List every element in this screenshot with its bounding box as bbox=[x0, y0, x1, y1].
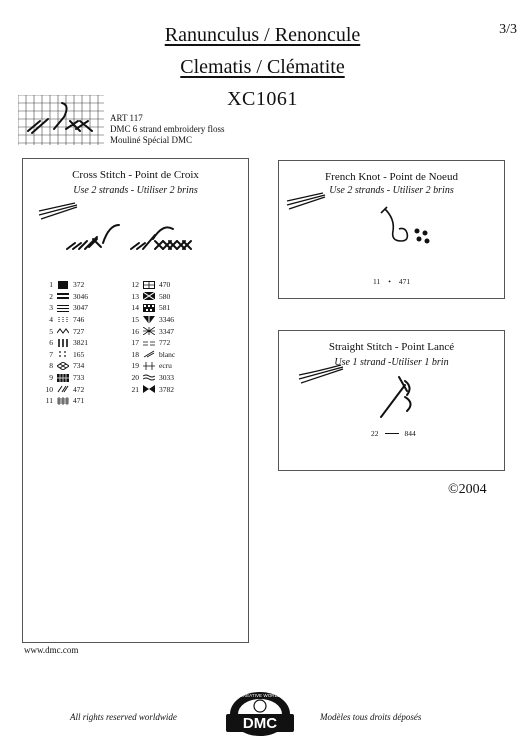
french-knot-number: 11 bbox=[373, 277, 381, 286]
legend-number: 4 bbox=[49, 315, 53, 325]
legend-item bbox=[39, 279, 125, 291]
legend-color-code: 733 bbox=[73, 373, 85, 383]
zigzag-symbol bbox=[57, 327, 69, 335]
french-knot-instruction: Use 2 strands - Utiliser 2 brins bbox=[329, 185, 454, 196]
french-knot-color: 471 bbox=[398, 277, 411, 286]
logo-ring-text: CREATIVE WORLD bbox=[239, 693, 281, 698]
legend-item bbox=[125, 314, 211, 326]
diamond-symbol bbox=[57, 362, 69, 370]
slash-symbol bbox=[57, 385, 69, 393]
legend-number: 11 bbox=[45, 396, 53, 406]
legend-item bbox=[125, 325, 211, 337]
legend-number: 17 bbox=[131, 338, 139, 348]
color-legend bbox=[39, 279, 211, 407]
website-link[interactable]: www.dmc.com bbox=[24, 645, 79, 655]
legend-color-code: ecru bbox=[159, 361, 172, 371]
legend-color-code: 3782 bbox=[159, 384, 174, 394]
knot-dot-icon: • bbox=[388, 277, 391, 286]
needle-icon bbox=[285, 189, 327, 211]
french-knot-legend bbox=[373, 277, 410, 286]
checker-symbol bbox=[143, 304, 155, 312]
title-line-1: Ranunculus / Renoncule bbox=[164, 24, 361, 46]
legend-color-code: 471 bbox=[73, 396, 85, 406]
cross-stitch-panel bbox=[22, 158, 249, 643]
straight-stitch-diagram bbox=[375, 369, 425, 423]
art-number: ART 117 bbox=[110, 113, 143, 123]
bold-arrow-symbol bbox=[143, 316, 155, 324]
bracket-symbol bbox=[57, 339, 69, 347]
dmc-logo bbox=[222, 688, 298, 738]
legend-color-code: 470 bbox=[159, 280, 171, 290]
cross-stitch-diagram bbox=[63, 219, 213, 259]
legend-item bbox=[125, 279, 211, 291]
legend-number: 16 bbox=[131, 326, 139, 336]
legend-item bbox=[39, 291, 125, 303]
straight-line-icon bbox=[385, 433, 399, 434]
page-number: 3/3 bbox=[499, 22, 517, 37]
double-bar-symbol bbox=[57, 292, 69, 300]
hatched-symbol bbox=[57, 397, 69, 405]
rights-english: All rights reserved worldwide bbox=[70, 712, 177, 722]
straight-stitch-panel bbox=[278, 330, 505, 471]
legend-color-code: 581 bbox=[159, 303, 171, 313]
open-grid-symbol bbox=[143, 281, 155, 289]
legend-color-code: 3033 bbox=[159, 373, 174, 383]
legend-number: 1 bbox=[49, 280, 53, 290]
legend-number: 13 bbox=[131, 291, 139, 301]
legend-item bbox=[125, 383, 211, 395]
straight-stitch-title: Straight Stitch - Point Lancé bbox=[328, 341, 455, 353]
cross-stitch-title: Cross Stitch - Point de Croix bbox=[72, 169, 199, 181]
dotted-cross-symbol bbox=[57, 316, 69, 324]
legend-item bbox=[39, 372, 125, 384]
legend-number: 19 bbox=[131, 361, 139, 371]
dark-cross-symbol bbox=[143, 292, 155, 300]
copyright: ©2004 bbox=[448, 482, 487, 497]
solid-square-symbol bbox=[57, 281, 69, 289]
needle-icon bbox=[297, 361, 345, 385]
striped-symbol bbox=[57, 304, 69, 312]
legend-item bbox=[39, 337, 125, 349]
legend-item bbox=[39, 314, 125, 326]
legend-item bbox=[39, 360, 125, 372]
dense-grid-symbol bbox=[57, 374, 69, 382]
legend-number: 3 bbox=[49, 303, 53, 313]
legend-number: 14 bbox=[131, 303, 139, 313]
straight-stitch-number: 22 bbox=[371, 429, 379, 438]
straight-stitch-instruction: Use 1 strand -Utiliser 1 brin bbox=[334, 357, 449, 368]
legend-item bbox=[39, 325, 125, 337]
legend-item bbox=[39, 349, 125, 361]
legend-number: 12 bbox=[131, 280, 139, 290]
legend-color-code: blanc bbox=[159, 349, 176, 359]
legend-item bbox=[125, 291, 211, 303]
cross-hatch-symbol bbox=[143, 327, 155, 335]
legend-color-code: 734 bbox=[73, 361, 85, 371]
legend-color-code: 3346 bbox=[159, 315, 174, 325]
title-line-2: Clematis / Clématite bbox=[180, 56, 345, 78]
legend-item bbox=[39, 395, 125, 407]
needle-icon bbox=[37, 199, 79, 221]
straight-stitch-color: 844 bbox=[404, 429, 416, 438]
legend-item bbox=[125, 349, 211, 361]
legend-color-code: 472 bbox=[73, 384, 85, 394]
legend-color-code: 3046 bbox=[73, 291, 88, 301]
legend-number: 8 bbox=[49, 361, 53, 371]
stitch-grid-illustration bbox=[18, 95, 104, 145]
legend-color-code: 772 bbox=[159, 338, 171, 348]
pattern-code: XC1061 bbox=[227, 88, 298, 110]
legend-color-code: 727 bbox=[73, 326, 85, 336]
legend-number: 7 bbox=[49, 349, 53, 359]
wave-symbol bbox=[143, 374, 155, 382]
legend-number: 21 bbox=[131, 384, 139, 394]
legend-item bbox=[39, 302, 125, 314]
legend-item bbox=[125, 372, 211, 384]
rights-french: Modèles tous droits déposés bbox=[320, 712, 422, 722]
legend-number: 5 bbox=[49, 326, 53, 336]
legend-item bbox=[125, 337, 211, 349]
legend-color-code: 580 bbox=[159, 291, 171, 301]
straight-stitch-legend bbox=[371, 429, 416, 438]
legend-number: 2 bbox=[49, 291, 53, 301]
french-knot-diagram bbox=[379, 205, 439, 249]
floss-type: DMC 6 strand embroidery floss bbox=[110, 124, 225, 134]
light-cross-symbol bbox=[143, 362, 155, 370]
mouline-label: Mouliné Spécial DMC bbox=[110, 135, 192, 145]
cross-stitch-instruction: Use 2 strands - Utiliser 2 brins bbox=[73, 185, 198, 196]
legend-number: 10 bbox=[45, 384, 53, 394]
legend-number: 6 bbox=[49, 338, 53, 348]
legend-number: 9 bbox=[49, 373, 53, 383]
legend-item bbox=[125, 360, 211, 372]
dots-symbol bbox=[57, 350, 69, 358]
legend-number: 18 bbox=[131, 349, 139, 359]
legend-color-code: 3347 bbox=[159, 326, 174, 336]
legend-number: 15 bbox=[131, 315, 139, 325]
diagonal-symbol bbox=[143, 350, 155, 358]
legend-color-code: 372 bbox=[73, 280, 85, 290]
french-knot-title: French Knot - Point de Noeud bbox=[325, 171, 458, 183]
legend-number: 20 bbox=[131, 373, 139, 383]
legend-color-code: 3821 bbox=[73, 338, 88, 348]
legend-item bbox=[125, 302, 211, 314]
legend-color-code: 165 bbox=[73, 349, 85, 359]
logo-text: DMC bbox=[242, 715, 278, 732]
article-info bbox=[110, 113, 225, 146]
legend-color-code: 746 bbox=[73, 315, 85, 325]
legend-item bbox=[39, 383, 125, 395]
bold-bracket-symbol bbox=[143, 385, 155, 393]
french-knot-panel bbox=[278, 160, 505, 299]
legend-color-code: 3047 bbox=[73, 303, 88, 313]
dash-symbol bbox=[143, 339, 155, 347]
